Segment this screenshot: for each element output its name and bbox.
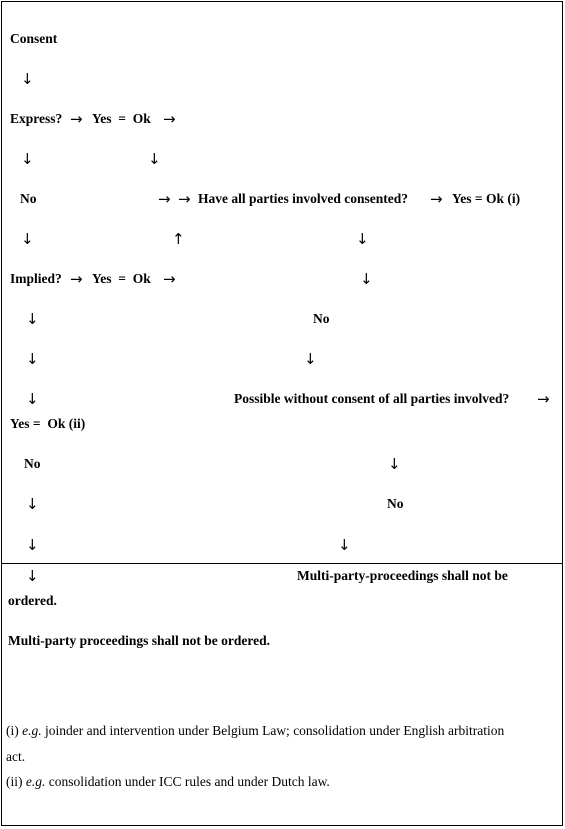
- arrow-down-icon: ↓: [148, 150, 161, 168]
- flowchart-box: [1, 1, 563, 564]
- arrow-right-icon: →: [430, 190, 443, 208]
- node-no-possible: No: [387, 496, 404, 511]
- arrow-right-icon: →: [163, 110, 176, 128]
- node-mpp-not-ordered-a: Multi-party-proceedings shall not be: [297, 568, 508, 583]
- arrow-right-icon: →: [537, 390, 550, 408]
- footnote-1: [6, 723, 504, 739]
- arrow-right-icon: →: [163, 270, 176, 288]
- arrow-down-icon: ↓: [26, 536, 39, 554]
- node-yes-ok-i: Yes = Ok (i): [452, 191, 521, 206]
- footnote-2: [6, 774, 330, 790]
- node-mpp-not-ordered-2: Multi-party proceedings shall not be ordered.: [8, 633, 270, 648]
- arrow-down-icon: ↓: [356, 230, 369, 248]
- footnote-1-marker: (i): [6, 723, 19, 738]
- footnote-1-text: joinder and intervention under Belgium Law; consolidation under English arbitration: [45, 723, 505, 738]
- node-express: Express?: [10, 111, 63, 126]
- node-no-implied: No: [24, 456, 41, 471]
- arrow-down-icon: ↓: [26, 495, 39, 513]
- arrow-right-icon: →: [158, 190, 171, 208]
- arrow-down-icon: ↓: [388, 455, 401, 473]
- arrow-up-icon: ↑: [172, 230, 185, 248]
- arrow-down-icon: ↓: [26, 310, 39, 328]
- arrow-down-icon: ↓: [21, 150, 34, 168]
- node-possible-without: Possible without consent of all parties involved?: [234, 391, 510, 406]
- arrow-down-icon: ↓: [26, 350, 39, 368]
- arrow-down-icon: ↓: [338, 536, 351, 554]
- node-yes-ok-express: Yes = Ok: [92, 111, 151, 126]
- arrow-right-icon: →: [70, 270, 83, 288]
- arrow-right-icon: →: [70, 110, 83, 128]
- footnote-2-marker: (ii): [6, 774, 23, 789]
- node-yes-ok-implied: Yes = Ok: [92, 271, 151, 286]
- arrow-down-icon: ↓: [26, 390, 39, 408]
- node-implied: Implied?: [10, 271, 62, 286]
- node-consent: Consent: [10, 31, 58, 46]
- node-no-express: No: [20, 191, 37, 206]
- footnote-1-cont: act.: [6, 749, 26, 764]
- node-all-consented: Have all parties involved consented?: [198, 191, 408, 206]
- arrow-down-icon: ↓: [26, 567, 39, 585]
- footnote-1-eg: e.g.: [22, 723, 42, 738]
- node-mpp-not-ordered-b: ordered.: [8, 593, 57, 608]
- arrow-down-icon: ↓: [21, 230, 34, 248]
- node-yes-ok-ii: Yes = Ok (ii): [10, 416, 86, 431]
- footnote-2-eg: e.g.: [25, 774, 46, 789]
- node-no-all: No: [313, 311, 330, 326]
- arrow-right-icon: →: [178, 190, 191, 208]
- arrow-down-icon: ↓: [360, 270, 373, 288]
- arrow-down-icon: ↓: [304, 350, 317, 368]
- arrow-down-icon: ↓: [21, 70, 34, 88]
- footnote-2-text: consolidation under ICC rules and under Dutch law.: [48, 774, 330, 789]
